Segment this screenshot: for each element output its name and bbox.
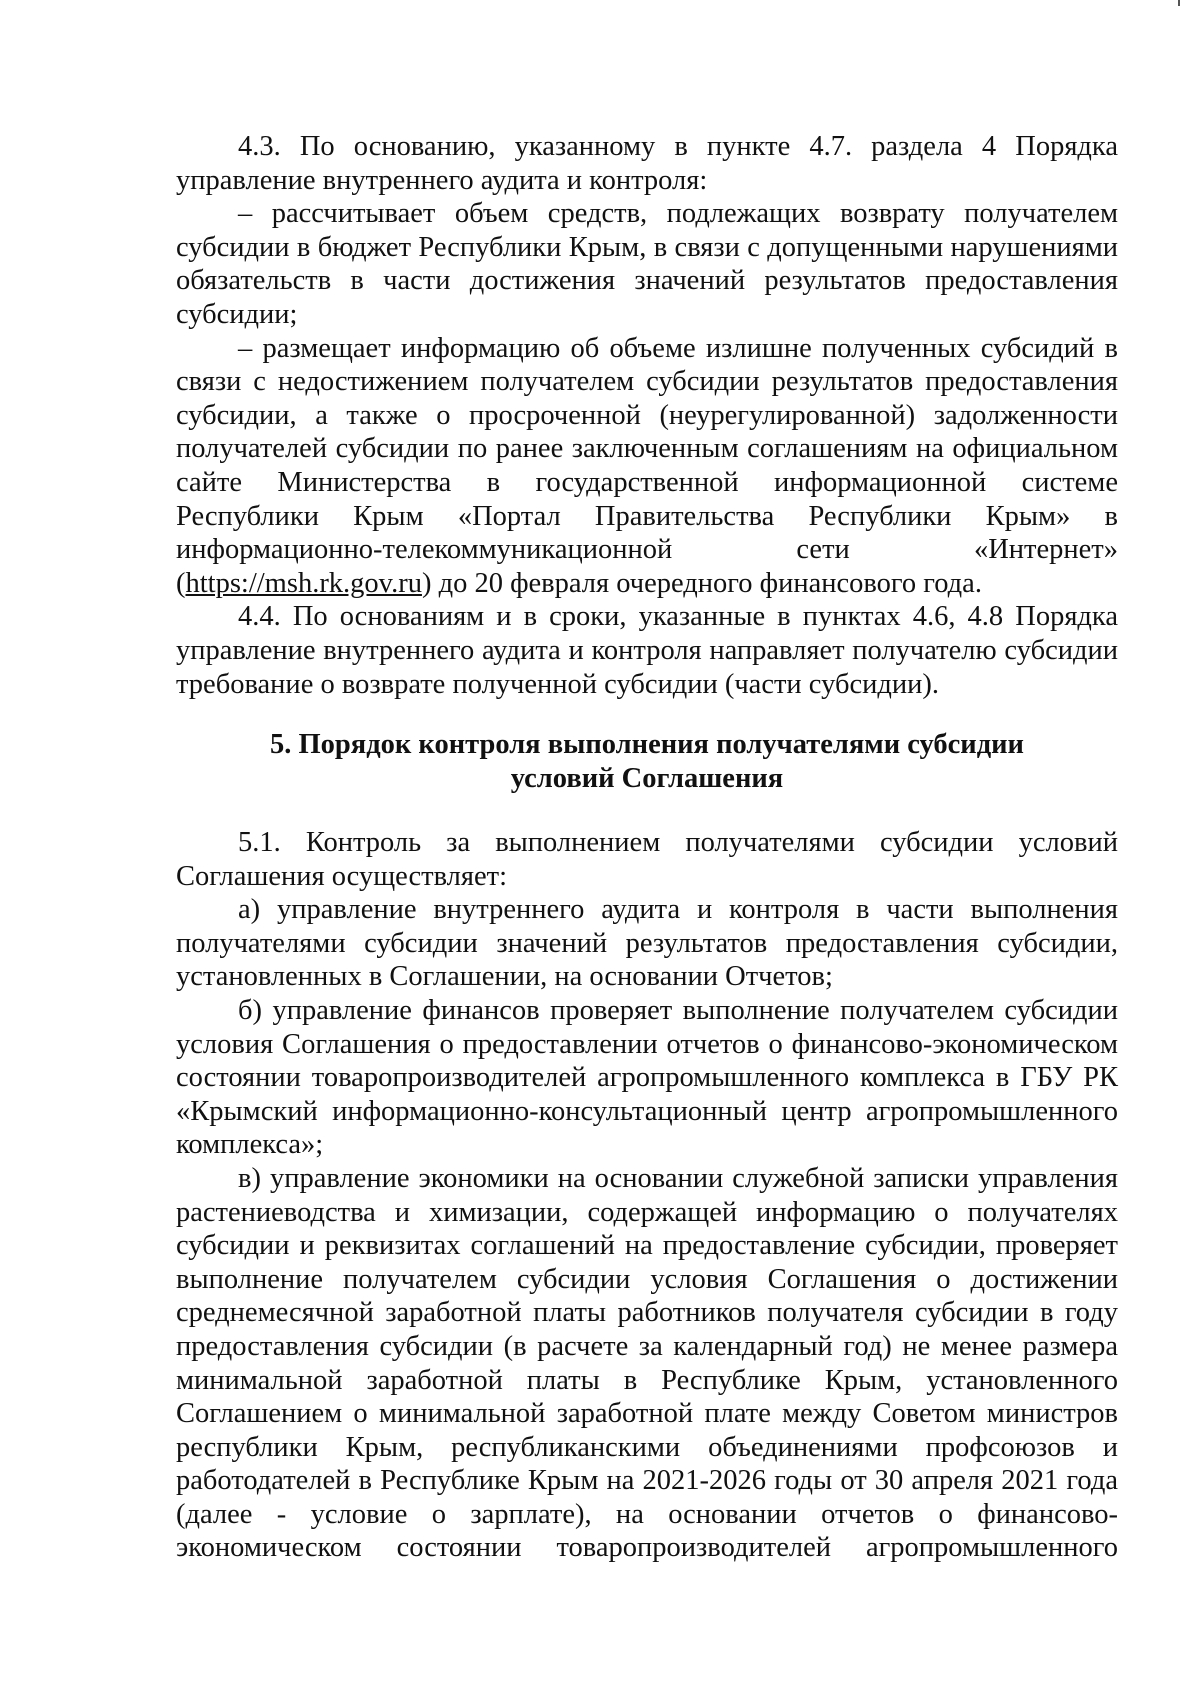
- section-4-text: [176, 130, 1118, 701]
- paragraph-4-3-item-1: – рассчитывает объем средств, подлежащих возврату получателем субсидии в бюджет Республики Крым, в связи с допущенными нарушениями обязательств в части достижения значений результатов предоставления субсидии;: [176, 198, 1118, 330]
- section-5-heading-line-2: условий Соглашения: [510, 762, 784, 794]
- scan-mark: [1178, 0, 1180, 6]
- section-5-text: [176, 826, 1118, 1565]
- paragraph-5-1-v: в) управление экономики на основании служебной записки управления растениеводства и химизации, содержащей информацию о получателях субсидии и реквизитах соглашений на предоставление субсидии, проверяет выполнение получателем субсидии условия Соглашения о достижении среднемесячной заработной платы работников получателя субсидии в году предоставления субсидии (в расчете за календарный год) не менее размера минимальной заработной платы в Республике Крым, установленного Соглашением о минимальной заработной плате между Советом министров республики Крым, республиканскими объединениями профсоюзов и работодателей в Республике Крым на 2021-2026 годы от 30 апреля 2021 года (далее - условие о зарплате), на основании отчетов о финансово-экономическом состоянии товаропроизводителей агропромышленного: [176, 1162, 1118, 1564]
- ministry-site-link[interactable]: https://msh.rk.gov.ru: [185, 567, 422, 599]
- paragraph-4-3-intro: 4.3. По основанию, указанному в пункте 4.7. раздела 4 Порядка управление внутреннего аудита и контроля:: [176, 131, 1118, 196]
- paragraph-4-3-item-2: [176, 332, 1118, 601]
- paragraph-5-1-intro: 5.1. Контроль за выполнением получателями субсидии условий Соглашения осуществляет:: [176, 827, 1118, 892]
- section-5-heading: [176, 728, 1118, 795]
- paragraph-4-4: 4.4. По основаниям и в сроки, указанные в пунктах 4.6, 4.8 Порядка управление внутреннего аудита и контроля направляет получателю субсидии требование о возврате полученной субсидии (части субсидии).: [176, 601, 1118, 700]
- paragraph-5-1-a: а) управление внутреннего аудита и контроля в части выполнения получателями субсидии значений результатов предоставления субсидии, установленных в Соглашении, на основании Отчетов;: [176, 894, 1118, 993]
- paragraph-4-3-item-2-tail: ) до 20 февраля очередного финансового года.: [421, 567, 982, 599]
- section-5-heading-line-1: 5. Порядок контроля выполнения получателями субсидии: [270, 729, 1024, 760]
- paragraph-4-3-item-2-text: – размещает информацию об объеме излишне полученных субсидий в связи с недостижением получателем субсидии результатов предоставления субсидии, а также о просроченной (неурегулированной) задолженности получателей субсидии по ранее заключенным соглашениям на официальном сайте Министерства в государственной информационной системе Республики Крым «Портал Правительства Республики Крым» в информационно-телекоммуникационной сети «Интернет» (: [176, 332, 1118, 599]
- paragraph-5-1-b: б) управление финансов проверяет выполнение получателем субсидии условия Соглашения о предоставлении отчетов о финансово-экономическом состоянии товаропроизводителей агропромышленного комплекса в ГБУ РК «Крымский информационно-консультационный центр агропромышленного комплекса»;: [176, 994, 1118, 1161]
